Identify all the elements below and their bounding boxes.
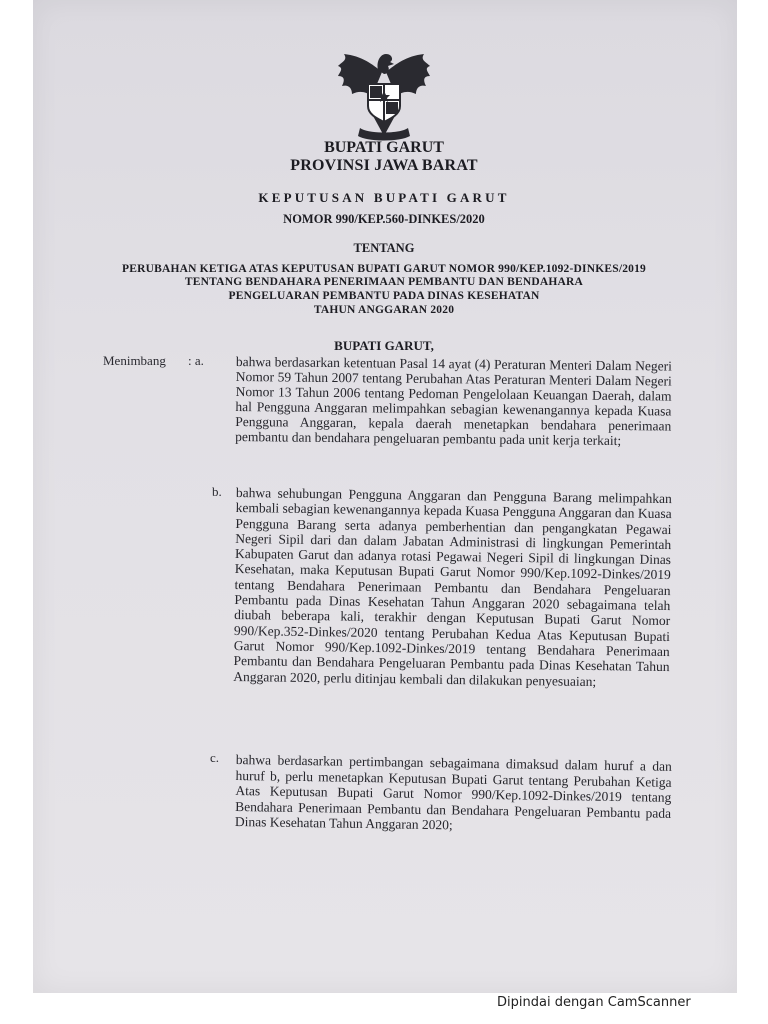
- province-name: PROVINSI JAWA BARAT: [290, 157, 478, 174]
- item-mark-b: b.: [212, 484, 222, 499]
- decree-number: NOMOR 990/KEP.560-DINKES/2020: [283, 212, 485, 226]
- subject-line: TENTANG BENDAHARA PENERIMAAN PEMBANTU DAN BENDAHARA: [184, 276, 584, 288]
- opening-line: BUPATI GARUT,: [334, 338, 434, 353]
- item-mark-c: c.: [210, 750, 220, 765]
- consideration-paragraph-c: bahwa berdasarkan pertimbangan sebagaimana dimaksud dalam huruf a dan huruf b, perlu menetapkan Keputusan Bupati Garut tentang Perubahan Ketiga Atas Keputusan Bupati Garut Nomor 990/Kep.1092-Dinkes/2019 tentang Bendahara Penerimaan Pembantu dan Bendahara Pengeluaran Pembantu pada Dinas Kesehatan Tahun Anggaran 2020;: [234, 752, 672, 833]
- subject-line: PERUBAHAN KETIGA ATAS KEPUTUSAN BUPATI GARUT NOMOR 990/KEP.1092-DINKES/2019: [121, 263, 647, 275]
- consideration-paragraph-a: bahwa berdasarkan ketentuan Pasal 14 ayat (4) Peraturan Menteri Dalam Negeri Nomor 59 Tahun 2007 tentang Perubahan Atas Peraturan Menteri Dalam Negeri Nomor 13 Tahun 2006 tentang Pedoman Pengelolaan Keuangan Daerah, dalam hal Pengguna Anggaran melimpahkan sebagian kewenangannya kepada Kuasa Pengguna Anggaran, kepala daerah menetapkan bendahara penerimaan pembantu dan bendahara pengeluaran pembantu pada unit kerja terkait;: [235, 354, 672, 448]
- scanner-watermark-text: Dipindai dengan CamScanner: [497, 995, 691, 1010]
- subject-line: PENGELUARAN PEMBANTU PADA DINAS KESEHATAN: [228, 290, 540, 302]
- decree-title: KEPUTUSAN BUPATI GARUT: [258, 190, 510, 205]
- subject-line: TAHUN ANGGARAN 2020: [313, 304, 455, 316]
- issuing-authority: BUPATI GARUT: [324, 139, 444, 156]
- about-heading: TENTANG: [353, 241, 415, 255]
- item-mark-a: : a.: [188, 353, 204, 368]
- consideration-paragraph-b: bahwa sehubungan Pengguna Anggaran dan Pengguna Barang melimpahkan kembali sebagian kewenangannya kepada Kuasa Pengguna Anggaran dan Kuasa Pengguna Barang serta adanya pemberhentian dan pengangkatan Pegawai Negeri Sipil dari dan dalam Jabatan Administrasi di lingkungan Pemerintah Kabupaten Garut dan adanya rotasi Pegawai Negeri Sipil di lingkungan Dinas Kesehatan, maka Keputusan Bupati Garut Nomor 990/Kep.1092-Dinkes/2019 tentang Bendahara Penerimaan Pembantu dan Bendahara Pengeluaran Pembantu pada Dinas Kesehatan Tahun Anggaran 2020 sebagaimana telah diubah beberapa kali, terakhir dengan Keputusan Bupati Garut Nomor 990/Kep.352-Dinkes/2020 tentang Perubahan Kedua Atas Keputusan Bupati Garut Nomor 990/Kep.1092-Dinkes/2019 tentang Bendahara Penerimaan Pembantu dan Bendahara Pengeluaran Pembantu pada Dinas Kesehatan Tahun Anggaran 2020, perlu ditinjau kembali dan dilakukan penyesuaian;: [233, 485, 672, 689]
- section-label-menimbang: Menimbang: [103, 353, 166, 368]
- garuda-emblem-icon: [332, 44, 436, 142]
